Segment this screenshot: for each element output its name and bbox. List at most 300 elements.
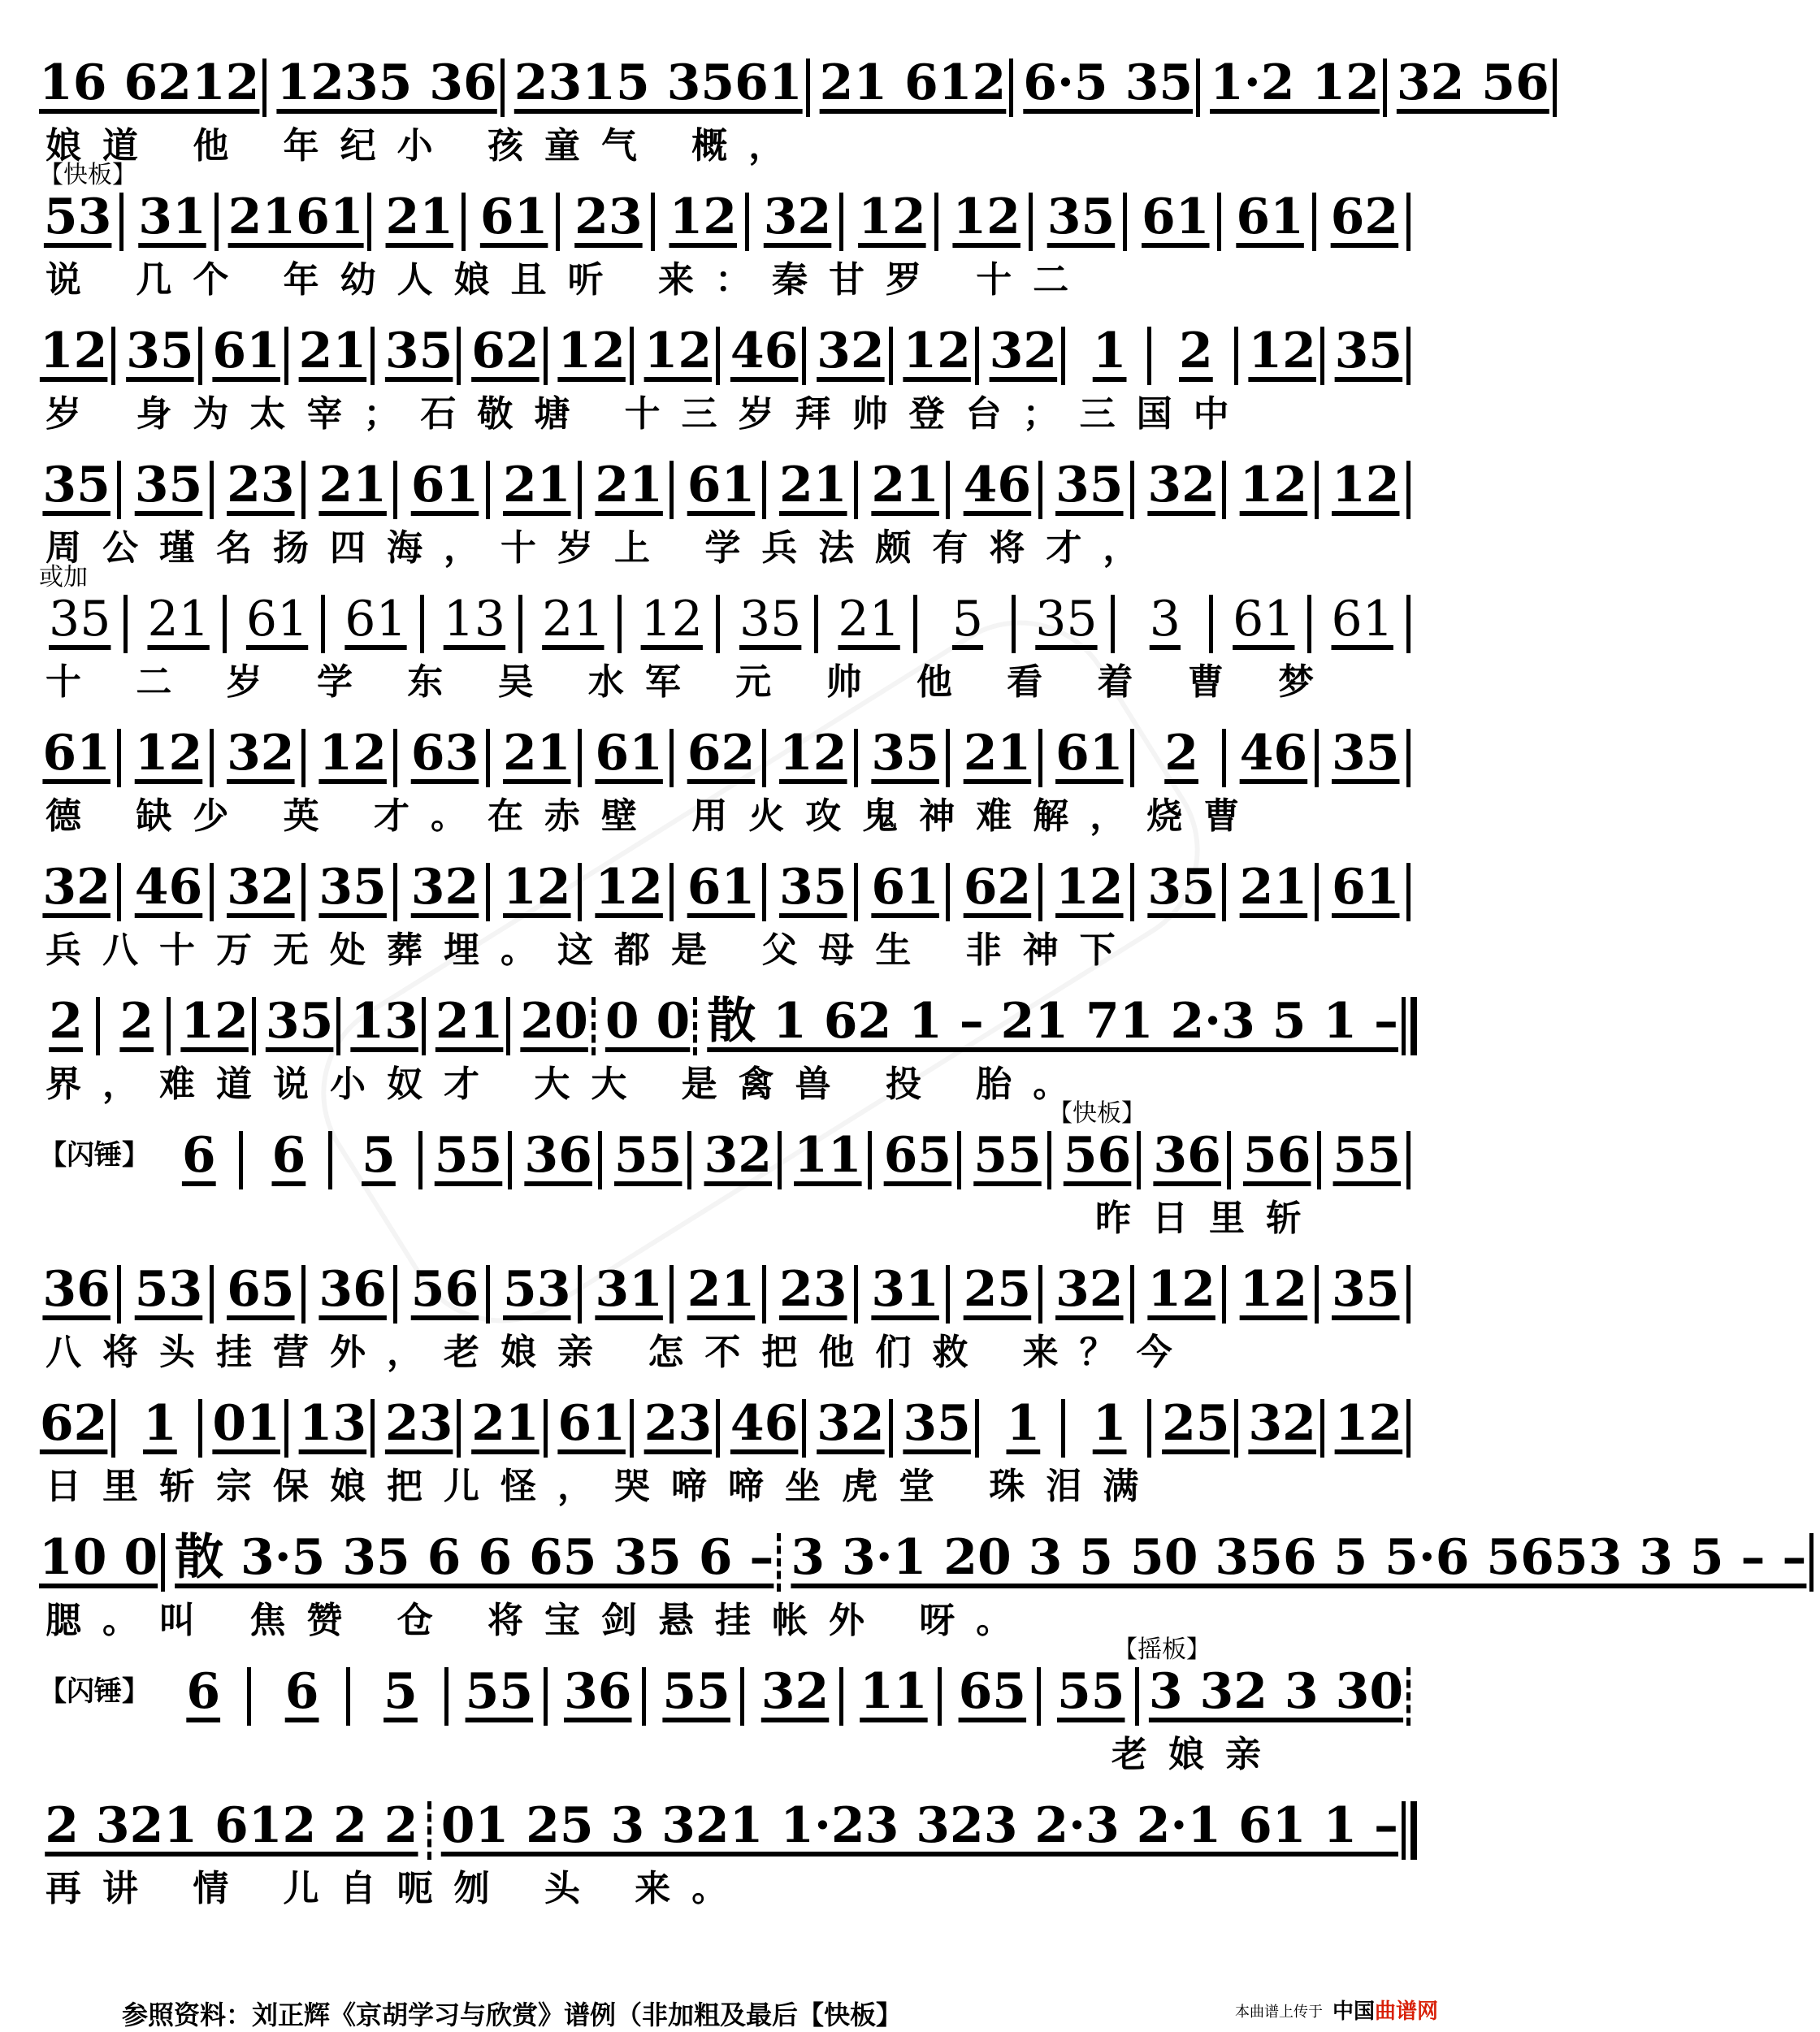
measure: 36 bbox=[1153, 1127, 1221, 1184]
notation-line bbox=[39, 1653, 1420, 1731]
barline bbox=[336, 997, 347, 1055]
barline bbox=[889, 327, 899, 385]
barline bbox=[457, 327, 467, 385]
measure: 55 bbox=[613, 1127, 682, 1184]
barline bbox=[1222, 729, 1233, 787]
measure: 56 bbox=[1063, 1127, 1132, 1184]
barline bbox=[839, 1667, 850, 1726]
barline bbox=[1406, 1399, 1417, 1458]
barline bbox=[1406, 729, 1417, 787]
measure: 12 bbox=[779, 725, 847, 782]
measure: 35 bbox=[779, 859, 847, 916]
barline bbox=[420, 595, 431, 653]
barline bbox=[868, 1131, 878, 1189]
measure: 32 bbox=[704, 1127, 772, 1184]
barline bbox=[1147, 327, 1158, 385]
measure: 35 bbox=[1332, 725, 1400, 782]
barline bbox=[457, 1399, 467, 1458]
barline bbox=[301, 729, 312, 787]
measure: 5 bbox=[384, 1663, 418, 1720]
measure: 21 bbox=[298, 323, 367, 379]
barline bbox=[544, 1399, 554, 1458]
measure: 1·2 12 bbox=[1210, 54, 1380, 111]
barline bbox=[1047, 1131, 1058, 1189]
measure: 12 bbox=[318, 725, 387, 782]
measure: 32 56 bbox=[1396, 54, 1549, 111]
measure: 61 bbox=[871, 859, 939, 916]
barline bbox=[957, 1131, 968, 1189]
measure: 散 3·5 35 6 6 65 35 6 – bbox=[175, 1529, 774, 1586]
measure: 36 bbox=[524, 1127, 592, 1184]
measure: 35 bbox=[42, 457, 110, 513]
measure: 35 bbox=[1046, 188, 1116, 245]
measure: 55 bbox=[1332, 1127, 1402, 1184]
barline bbox=[506, 997, 517, 1055]
barline bbox=[578, 1265, 588, 1324]
measure: 12 bbox=[1239, 1261, 1308, 1318]
barline bbox=[1038, 729, 1049, 787]
barline bbox=[210, 1265, 220, 1324]
barline bbox=[418, 1131, 429, 1189]
measure: 35 bbox=[1147, 859, 1216, 916]
barline bbox=[630, 1399, 640, 1458]
measure: 35 bbox=[739, 591, 802, 648]
measure: 36 bbox=[42, 1261, 110, 1318]
barline bbox=[518, 595, 529, 653]
barline bbox=[670, 863, 680, 921]
measure: 32 bbox=[989, 323, 1058, 379]
barline bbox=[1123, 193, 1133, 251]
barline bbox=[1029, 193, 1039, 251]
measure: 62 bbox=[39, 1395, 108, 1452]
barline bbox=[556, 193, 566, 251]
measure: 0 0 bbox=[604, 993, 691, 1050]
measure: 11 bbox=[860, 1663, 928, 1720]
barline bbox=[913, 595, 924, 653]
measure: 12 bbox=[1248, 323, 1316, 379]
measure: 32 bbox=[227, 725, 295, 782]
lyrics-line: 周公瑾名扬四海，十岁上 学兵法颇有将才， bbox=[46, 527, 1160, 569]
lyrics-line: 老娘亲 bbox=[1112, 1734, 1282, 1775]
measure: 61 bbox=[212, 323, 280, 379]
barline bbox=[1406, 1667, 1417, 1726]
measure: 3 3·1 20 3 5 50 356 5 5·6 5653 3 5 – – bbox=[791, 1529, 1807, 1586]
measure: 32 bbox=[1147, 457, 1216, 513]
measure: 21 bbox=[1239, 859, 1308, 916]
measure: 55 bbox=[662, 1663, 730, 1720]
barline bbox=[946, 461, 956, 519]
measure: 62 bbox=[1330, 188, 1399, 245]
measure: 13 bbox=[350, 993, 418, 1050]
barline bbox=[427, 1801, 438, 1860]
measure: 21 bbox=[435, 993, 504, 1050]
notation-line bbox=[39, 45, 1549, 122]
measure: 36 bbox=[318, 1261, 387, 1318]
score-row bbox=[39, 715, 1420, 841]
measure: 53 bbox=[43, 188, 112, 245]
measure: 21 bbox=[963, 725, 1032, 782]
barline bbox=[854, 461, 864, 519]
barline bbox=[346, 1667, 357, 1726]
barline bbox=[223, 595, 233, 653]
measure: 35 bbox=[903, 1395, 971, 1452]
measure: 35 bbox=[1055, 457, 1124, 513]
score-row bbox=[39, 1251, 1420, 1377]
measure: 46 bbox=[730, 323, 799, 379]
barline bbox=[1320, 1399, 1331, 1458]
upload-credit: 本曲谱上传于 bbox=[1235, 2004, 1323, 2021]
measure: 21 bbox=[503, 457, 571, 513]
measure: 6 bbox=[181, 1127, 216, 1184]
measure: 35 bbox=[871, 725, 939, 782]
barline bbox=[1209, 595, 1220, 653]
barline bbox=[854, 863, 864, 921]
barline bbox=[111, 327, 122, 385]
measure: 21 612 bbox=[819, 54, 1007, 111]
leading-marker: 【闪锤】 bbox=[39, 1139, 150, 1172]
barline bbox=[1038, 1265, 1049, 1324]
barline bbox=[1315, 729, 1325, 787]
section-marker: 或加 bbox=[39, 563, 88, 591]
measure: 21 bbox=[838, 591, 900, 648]
measure: 61 bbox=[1332, 859, 1400, 916]
measure: 6 bbox=[284, 1663, 319, 1720]
measure: 12 bbox=[503, 859, 571, 916]
notation-line bbox=[39, 1385, 1420, 1462]
measure: 1235 36 bbox=[276, 54, 497, 111]
measure: 31 bbox=[138, 188, 206, 245]
barline bbox=[1406, 1131, 1417, 1189]
measure: 32 bbox=[817, 323, 885, 379]
barline bbox=[716, 1399, 726, 1458]
barline bbox=[687, 1131, 698, 1189]
measure: 6·5 35 bbox=[1023, 54, 1194, 111]
barline bbox=[119, 193, 130, 251]
measure: 36 bbox=[564, 1663, 632, 1720]
barline bbox=[161, 1533, 171, 1592]
measure: 35 bbox=[126, 323, 194, 379]
barline bbox=[1061, 327, 1072, 385]
barline bbox=[1130, 729, 1141, 787]
measure: 53 bbox=[503, 1261, 571, 1318]
measure: 25 bbox=[963, 1261, 1032, 1318]
barline bbox=[1061, 1399, 1072, 1458]
barline bbox=[1234, 327, 1245, 385]
barline bbox=[578, 461, 588, 519]
barline bbox=[802, 1399, 812, 1458]
barline bbox=[778, 1131, 788, 1189]
measure: 01 bbox=[212, 1395, 280, 1452]
barline bbox=[946, 729, 956, 787]
logo-prefix: 中国 bbox=[1332, 2000, 1376, 2024]
barline bbox=[1217, 193, 1228, 251]
score-row bbox=[39, 581, 1420, 707]
measure: 21 bbox=[471, 1395, 540, 1452]
measure: 61 bbox=[1236, 188, 1304, 245]
measure: 21 bbox=[871, 457, 939, 513]
measure: 61 bbox=[479, 188, 548, 245]
measure: 12 bbox=[640, 591, 703, 648]
measure: 35 bbox=[318, 859, 387, 916]
barline bbox=[762, 729, 773, 787]
barline bbox=[210, 461, 220, 519]
barline bbox=[716, 327, 726, 385]
measure: 61 bbox=[687, 859, 756, 916]
measure: 01 25 3 321 1·23 323 2·3 2·1 61 1 – bbox=[440, 1797, 1398, 1854]
barline bbox=[762, 863, 773, 921]
barline bbox=[262, 58, 273, 117]
lyrics-line: 娘道 他 年纪小 孩童气 概， bbox=[46, 125, 806, 167]
measure: 1 bbox=[1092, 1395, 1127, 1452]
measure: 32 bbox=[1248, 1395, 1316, 1452]
barline bbox=[1315, 1265, 1325, 1324]
measure: 46 bbox=[1239, 725, 1308, 782]
barline bbox=[1307, 595, 1318, 653]
barline bbox=[1222, 461, 1233, 519]
measure: 32 bbox=[227, 859, 295, 916]
barline bbox=[670, 729, 680, 787]
barline bbox=[1320, 327, 1331, 385]
barline bbox=[618, 595, 628, 653]
barline bbox=[1130, 461, 1141, 519]
barline bbox=[946, 863, 956, 921]
barline bbox=[1222, 1265, 1233, 1324]
barline bbox=[1147, 1399, 1158, 1458]
barline bbox=[111, 1399, 122, 1458]
barline bbox=[96, 997, 106, 1055]
notation-line bbox=[39, 849, 1420, 926]
barline bbox=[117, 729, 128, 787]
barline bbox=[1135, 1667, 1146, 1726]
measure: 55 bbox=[465, 1663, 534, 1720]
barline bbox=[117, 863, 128, 921]
measure: 21 bbox=[687, 1261, 756, 1318]
barline bbox=[328, 1131, 339, 1189]
score-row bbox=[39, 1117, 1420, 1243]
barline bbox=[777, 1533, 787, 1592]
barline bbox=[1222, 863, 1233, 921]
reference-note: 参照资料：刘正辉《京胡学习与欣赏》谱例（非加粗及最后【快板】 bbox=[122, 2000, 903, 2030]
barline bbox=[393, 863, 404, 921]
barline bbox=[598, 1131, 609, 1189]
measure: 11 bbox=[794, 1127, 862, 1184]
measure: 46 bbox=[134, 859, 203, 916]
barline bbox=[210, 863, 220, 921]
score-row bbox=[39, 179, 1420, 305]
measure: 12 bbox=[1147, 1261, 1216, 1318]
measure: 35 bbox=[49, 591, 111, 648]
measure: 12 bbox=[952, 188, 1020, 245]
lyrics-line: 昨日里斩 bbox=[1095, 1198, 1323, 1239]
barline bbox=[462, 193, 472, 251]
notation-line bbox=[39, 1251, 1420, 1328]
notation-line bbox=[39, 179, 1420, 256]
measure: 21 bbox=[147, 591, 210, 648]
lyrics-line: 界，难道说小奴才 大大 是禽兽 投 胎。 bbox=[46, 1064, 1090, 1105]
measure: 2161 bbox=[228, 188, 364, 245]
score-row bbox=[39, 1519, 1807, 1645]
barline bbox=[486, 863, 496, 921]
measure: 61 bbox=[245, 591, 309, 648]
score-row bbox=[39, 313, 1420, 439]
barline bbox=[1009, 58, 1020, 117]
barline bbox=[321, 595, 332, 653]
measure: 62 bbox=[687, 725, 756, 782]
measure: 55 bbox=[1056, 1663, 1125, 1720]
measure: 21 bbox=[503, 725, 571, 782]
barline bbox=[301, 461, 312, 519]
measure: 55 bbox=[434, 1127, 503, 1184]
measure: 5 bbox=[362, 1127, 396, 1184]
barline bbox=[301, 863, 312, 921]
measure: 61 bbox=[42, 725, 110, 782]
measure: 32 bbox=[42, 859, 110, 916]
barline bbox=[393, 1265, 404, 1324]
barline bbox=[854, 729, 864, 787]
measure: 23 bbox=[644, 1395, 713, 1452]
barline bbox=[367, 193, 378, 251]
barline bbox=[651, 193, 661, 251]
measure: 12 bbox=[1334, 1395, 1403, 1452]
notation-line bbox=[39, 1117, 1420, 1194]
measure: 12 bbox=[644, 323, 713, 379]
measure: 12 bbox=[669, 188, 737, 245]
barline bbox=[802, 327, 812, 385]
barline bbox=[806, 58, 817, 117]
barline bbox=[670, 1265, 680, 1324]
measure: 35 bbox=[265, 993, 334, 1050]
measure: 12 bbox=[903, 323, 971, 379]
measure: 65 bbox=[883, 1127, 952, 1184]
notation-line bbox=[39, 715, 1420, 792]
measure: 20 bbox=[520, 993, 588, 1050]
barline bbox=[370, 1399, 381, 1458]
barline bbox=[117, 461, 128, 519]
barline bbox=[814, 595, 825, 653]
lyrics-line: 再讲 情 儿自呃刎 头 来。 bbox=[46, 1868, 749, 1909]
measure: 32 bbox=[410, 859, 479, 916]
barline bbox=[854, 1265, 864, 1324]
measure: 25 bbox=[1162, 1395, 1230, 1452]
measure: 62 bbox=[963, 859, 1032, 916]
notation-line bbox=[39, 447, 1420, 524]
final-barline bbox=[1402, 1801, 1417, 1860]
barline bbox=[975, 1399, 986, 1458]
barline bbox=[1315, 863, 1325, 921]
measure: 46 bbox=[730, 1395, 799, 1452]
measure: 2 bbox=[1179, 323, 1213, 379]
section-marker: 【摇板】 bbox=[1113, 1636, 1211, 1664]
barline bbox=[592, 997, 602, 1055]
measure: 21 bbox=[318, 457, 387, 513]
measure: 32 bbox=[760, 1663, 830, 1720]
measure: 65 bbox=[958, 1663, 1027, 1720]
barline bbox=[1130, 1265, 1141, 1324]
section-marker: 【快板】 bbox=[1048, 1099, 1146, 1128]
score-row bbox=[39, 447, 1420, 573]
barline bbox=[578, 729, 588, 787]
barline bbox=[578, 863, 588, 921]
lyrics-line: 八将头挂营外，老娘亲 怎不把他们救 来？今 bbox=[46, 1332, 1194, 1373]
measure: 56 bbox=[410, 1261, 479, 1318]
barline bbox=[938, 1667, 948, 1726]
barline bbox=[1406, 327, 1417, 385]
measure: 35 bbox=[1035, 591, 1098, 648]
score-row bbox=[39, 1653, 1420, 1779]
measure: 35 bbox=[384, 323, 453, 379]
score-row bbox=[39, 1787, 1420, 1913]
measure: 35 bbox=[1334, 323, 1403, 379]
final-barline bbox=[1402, 997, 1417, 1055]
barline bbox=[393, 461, 404, 519]
barline bbox=[1038, 863, 1049, 921]
measure: 21 bbox=[385, 188, 454, 245]
barline bbox=[745, 193, 756, 251]
barline bbox=[630, 327, 640, 385]
measure: 10 0 bbox=[39, 1529, 158, 1586]
measure: 35 bbox=[1332, 1261, 1400, 1318]
barline bbox=[1312, 193, 1323, 251]
measure: 23 bbox=[574, 188, 643, 245]
barline bbox=[284, 1399, 295, 1458]
leading-marker: 【闪锤】 bbox=[39, 1675, 150, 1708]
logo-suffix: 曲谱网 bbox=[1375, 2000, 1439, 2024]
barline bbox=[508, 1131, 518, 1189]
measure: 3 32 3 30 bbox=[1148, 1663, 1404, 1720]
barline bbox=[934, 193, 945, 251]
barline bbox=[1012, 595, 1022, 653]
measure: 2 bbox=[49, 993, 83, 1050]
measure: 12 bbox=[1332, 457, 1400, 513]
measure: 16 6212 bbox=[39, 54, 260, 111]
barline bbox=[1137, 1131, 1147, 1189]
barline bbox=[975, 327, 986, 385]
measure: 62 bbox=[471, 323, 540, 379]
notation-line bbox=[39, 1787, 1420, 1865]
lyrics-line: 德 缺少 英 才。在赤壁 用火攻鬼神难解，烧曹 bbox=[46, 795, 1261, 837]
barline bbox=[1406, 863, 1417, 921]
measure: 23 bbox=[779, 1261, 847, 1318]
barline bbox=[693, 997, 704, 1055]
barline bbox=[284, 327, 295, 385]
barline bbox=[1317, 1131, 1328, 1189]
measure: 13 bbox=[298, 1395, 367, 1452]
barline bbox=[544, 327, 554, 385]
barline bbox=[444, 1667, 455, 1726]
site-logo bbox=[1332, 1995, 1438, 2025]
score-row bbox=[39, 45, 1549, 171]
measure: 6 bbox=[271, 1127, 306, 1184]
measure: 1 bbox=[143, 1395, 177, 1452]
measure: 61 bbox=[1055, 725, 1124, 782]
barline bbox=[198, 327, 209, 385]
barline bbox=[839, 193, 850, 251]
score-row bbox=[39, 1385, 1420, 1511]
barline bbox=[642, 1667, 652, 1726]
barline bbox=[393, 729, 404, 787]
barline bbox=[1038, 461, 1049, 519]
measure: 63 bbox=[410, 725, 479, 782]
barline bbox=[486, 729, 496, 787]
barline bbox=[124, 595, 134, 653]
barline bbox=[740, 1667, 751, 1726]
barline bbox=[889, 1399, 899, 1458]
measure: 31 bbox=[595, 1261, 663, 1318]
measure: 23 bbox=[227, 457, 295, 513]
measure: 55 bbox=[973, 1127, 1042, 1184]
barline bbox=[198, 1399, 209, 1458]
barline bbox=[500, 58, 511, 117]
